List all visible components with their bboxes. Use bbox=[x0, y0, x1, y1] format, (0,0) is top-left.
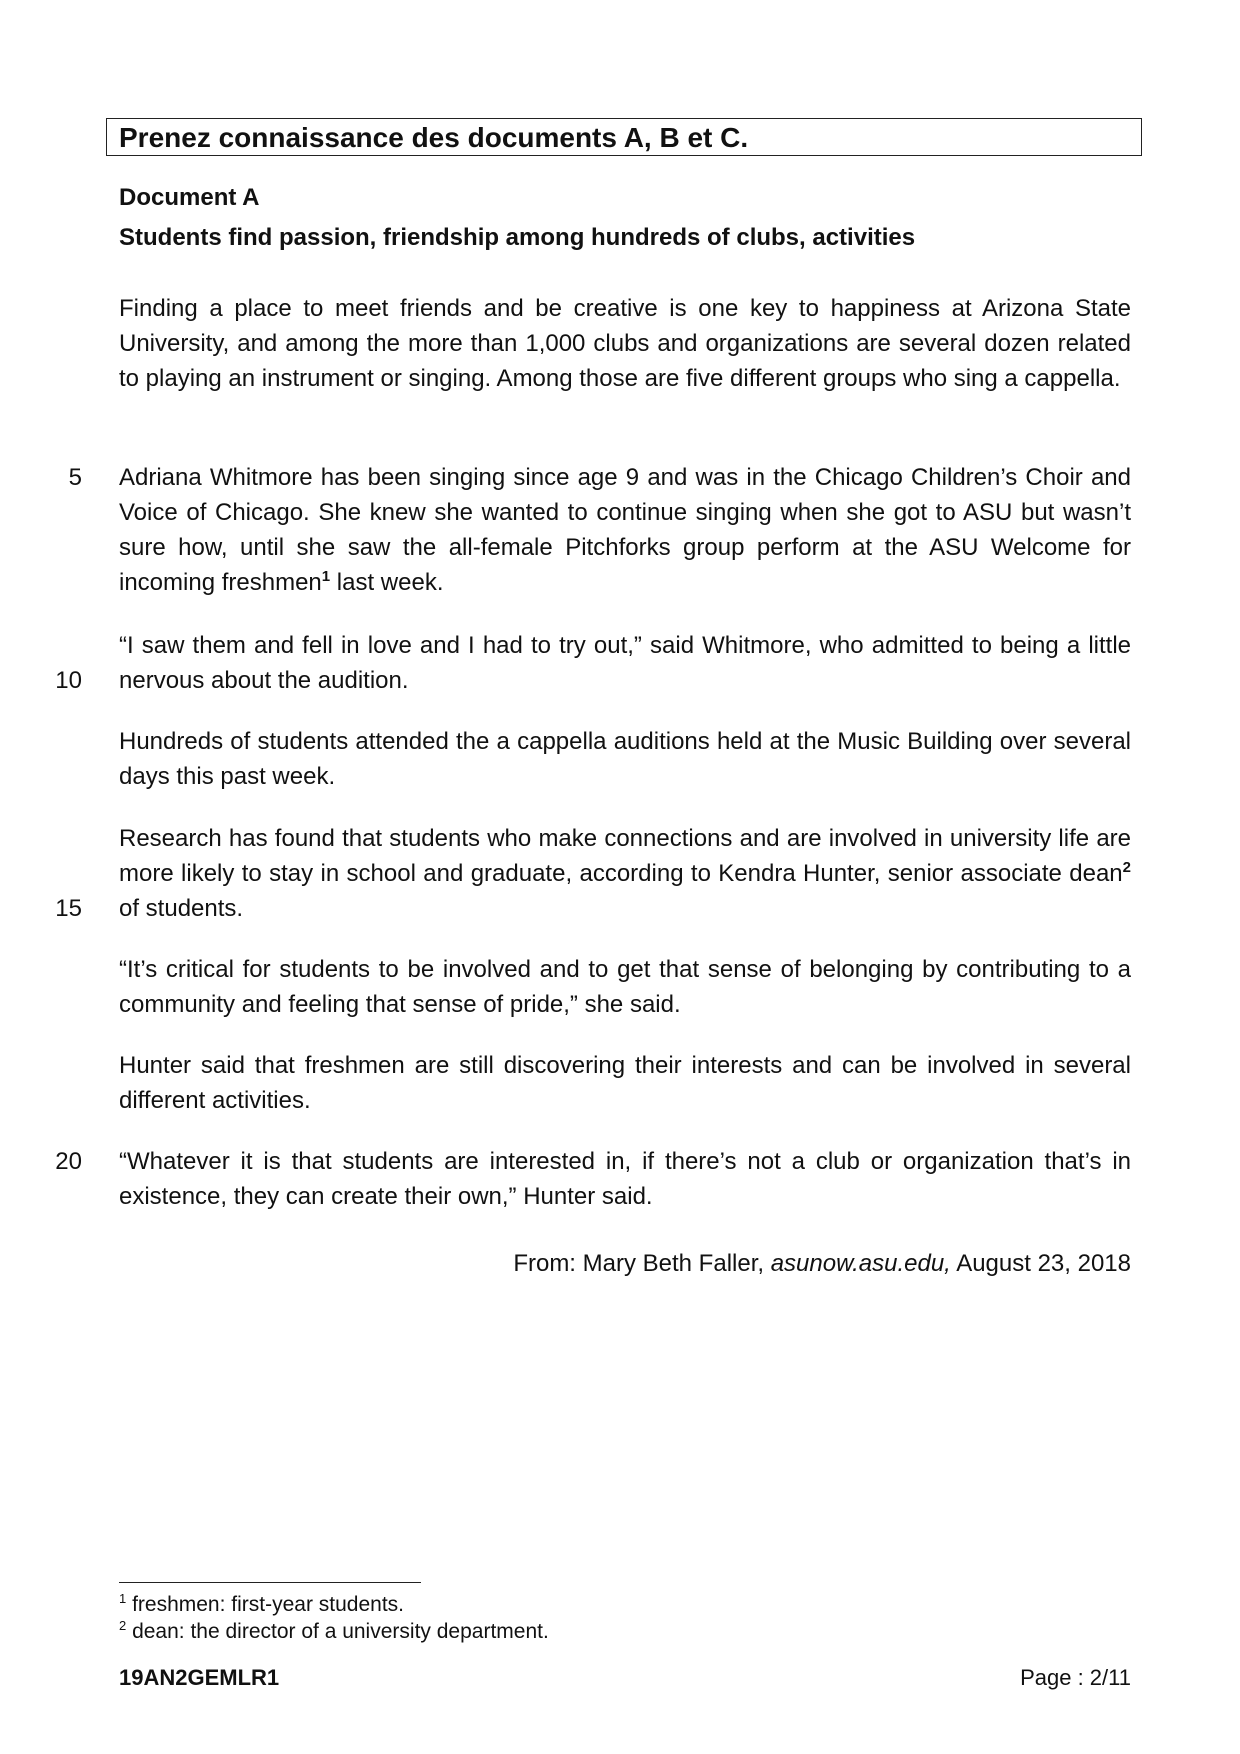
footnote-text: dean: the director of a university department. bbox=[126, 1620, 549, 1643]
article-paragraph-5 bbox=[119, 821, 1131, 926]
document-title: Students find passion, friendship among hundreds of clubs, activities bbox=[119, 224, 916, 251]
footnote-divider bbox=[119, 1582, 421, 1583]
line-number-20: 20 bbox=[55, 1148, 82, 1175]
article-paragraph-1 bbox=[119, 291, 1131, 396]
article-paragraph-8 bbox=[119, 1144, 1131, 1214]
article-paragraph-6 bbox=[119, 952, 1131, 1022]
paragraph-text-end: last week. bbox=[330, 569, 444, 596]
footnote-number: 1 bbox=[119, 1591, 127, 1606]
paragraph-text: Research has found that students who make connections and are involved in university life are more likely to stay in school and graduate, according to Kendra Hunter, senior associate dean bbox=[119, 825, 1131, 887]
page-number: Page : 2/11 bbox=[1020, 1665, 1131, 1690]
article-paragraph-3 bbox=[119, 628, 1131, 698]
article-paragraph-2 bbox=[119, 460, 1131, 600]
article-source bbox=[513, 1246, 1131, 1281]
paragraph-text: “Whatever it is that students are interested in, if there’s not a club or organization that’s in existence, they can create their own,” Hunter said. bbox=[119, 1148, 1131, 1210]
paragraph-text: “It’s critical for students to be involved and to get that sense of belonging by contributing to a community and feeling that sense of pride,” she said. bbox=[119, 956, 1131, 1018]
line-number-5: 5 bbox=[68, 464, 82, 491]
footnote-ref-2: 2 bbox=[1122, 859, 1131, 876]
footnote-ref-1: 1 bbox=[321, 568, 331, 585]
article-paragraph-4 bbox=[119, 724, 1131, 794]
instruction-box bbox=[106, 118, 1142, 156]
article-paragraph-7 bbox=[119, 1048, 1131, 1118]
source-date: August 23, 2018 bbox=[950, 1250, 1131, 1277]
footnote-text: freshmen: first-year students. bbox=[126, 1593, 405, 1616]
paragraph-text: Finding a place to meet friends and be creative is one key to happiness at Arizona State University, and among the more than 1,000 clubs and organizations are several dozen related to playing an instrument or singing. Among those are five different groups who sing a cappella. bbox=[119, 295, 1131, 392]
footnote-2 bbox=[119, 1618, 549, 1645]
paragraph-text: Adriana Whitmore has been singing since age 9 and was in the Chicago Children’s Choir and Voice of Chicago. She knew she wanted to continue singing when she got to ASU but wasn’t sure how, until she saw the all-female Pitchforks group perform at the ASU Welcome for incoming freshmen bbox=[119, 464, 1131, 596]
paragraph-text-end: of students. bbox=[119, 895, 244, 922]
instruction-text: Prenez connaissance des documents A, B et C. bbox=[119, 122, 749, 153]
footnote-number: 2 bbox=[119, 1618, 127, 1633]
document-label: Document A bbox=[119, 184, 260, 211]
paragraph-text: Hundreds of students attended the a cappella auditions held at the Music Building over several days this past week. bbox=[119, 728, 1131, 790]
exam-code: 19AN2GEMLR1 bbox=[119, 1665, 280, 1690]
paragraph-text: “I saw them and fell in love and I had to try out,” said Whitmore, who admitted to being a little nervous about the audition. bbox=[119, 632, 1131, 694]
source-author: From: Mary Beth Faller, bbox=[513, 1250, 771, 1277]
footnotes bbox=[119, 1591, 549, 1645]
footnote-1 bbox=[119, 1591, 549, 1618]
source-site: asunow.asu.edu, bbox=[770, 1250, 951, 1277]
line-number-15: 15 bbox=[55, 895, 82, 922]
line-number-10: 10 bbox=[55, 667, 82, 694]
paragraph-text: Hunter said that freshmen are still discovering their interests and can be involved in several different activities. bbox=[119, 1052, 1131, 1114]
